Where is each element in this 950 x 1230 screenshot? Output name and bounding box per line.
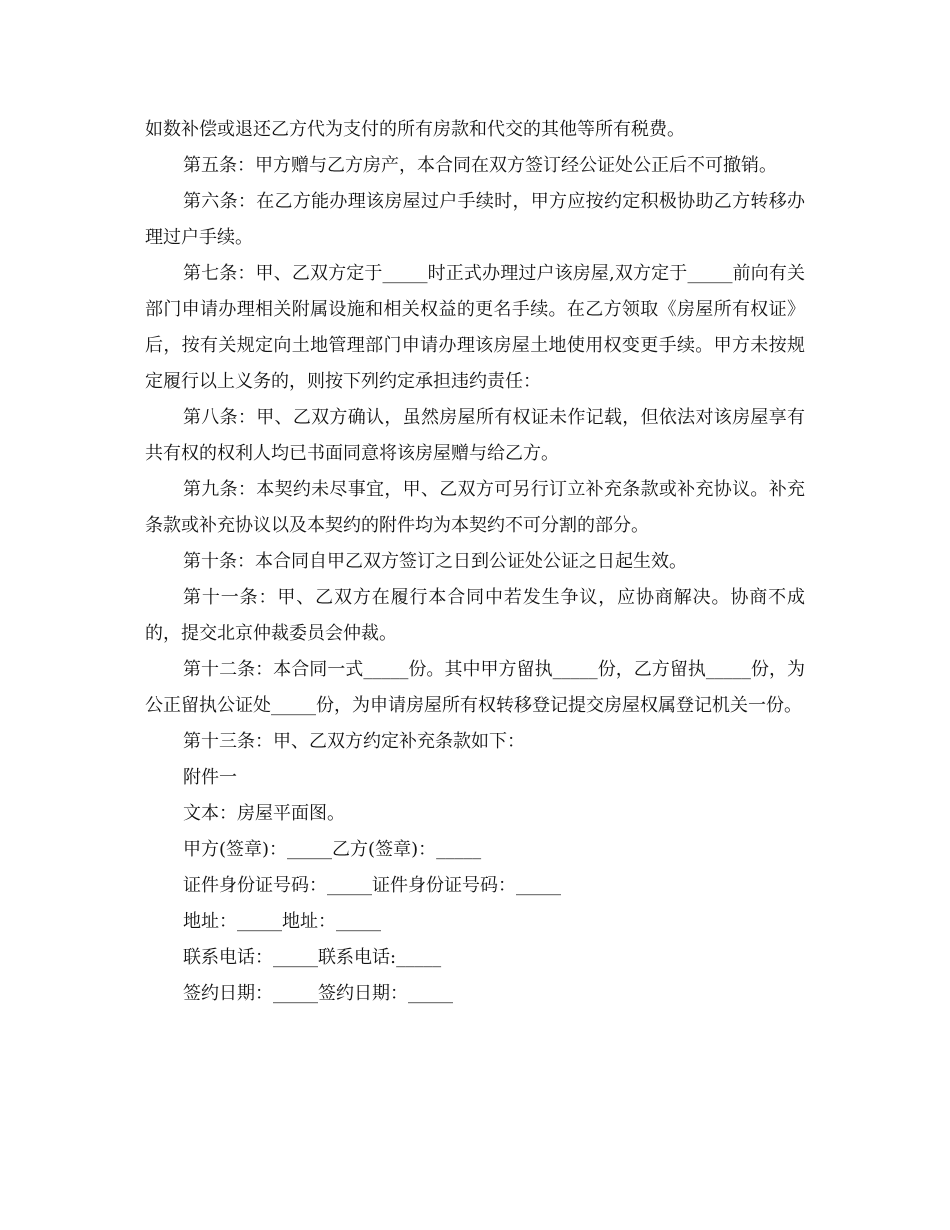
clause-8: 第八条：甲、乙双方确认，虽然房屋所有权证未作记载，但依法对该房屋享有共有权的权利人均已书面同意将该房屋赠与给乙方。 [145, 407, 805, 464]
clause-5: 第五条：甲方赠与乙方房产，本合同在双方签订经公证处公正后不可撤销。 [183, 155, 777, 176]
paragraph-continuation: 如数补偿或退还乙方代为支付的所有房款和代交的其他等所有税费。 [145, 119, 685, 140]
clause-6: 第六条：在乙方能办理该房屋过户手续时，甲方应按约定积极协助乙方转移办理过户手续。 [145, 191, 805, 248]
attachment-text: 文本：房屋平面图。 [183, 803, 345, 824]
address-line: 地址：_____地址：_____ [183, 911, 381, 932]
clause-10: 第十条：本合同自甲乙双方签订之日到公证处公证之日起生效。 [183, 551, 687, 572]
document-body [145, 112, 805, 1012]
signing-date-line: 签约日期：_____签约日期：_____ [183, 983, 453, 1004]
clause-13: 第十三条：甲、乙双方约定补充条款如下： [183, 731, 525, 752]
clause-9: 第九条：本契约未尽事宜，甲、乙双方可另行订立补充条款或补充协议。补充条款或补充协议以及本契约的附件均为本契约不可分割的部分。 [145, 479, 805, 536]
signature-line: 甲方(签章)：_____乙方(签章)：_____ [183, 839, 482, 860]
clause-11: 第十一条：甲、乙双方在履行本合同中若发生争议，应协商解决。协商不成的，提交北京仲裁委员会仲裁。 [145, 587, 805, 644]
id-number-line: 证件身份证号码：_____证件身份证号码：_____ [183, 875, 561, 896]
phone-line: 联系电话：_____联系电话:_____ [183, 947, 442, 968]
clause-7: 第七条：甲、乙双方定于_____时正式办理过户该房屋,双方定于_____前向有关部门申请办理相关附属设施和相关权益的更名手续。在乙方领取《房屋所有权证》后，按有关规定向土地管理部门申请办理该房屋土地使用权变更手续。甲方未按规定履行以上义务的，则按下列约定承担违约责任： [145, 263, 805, 392]
attachment-heading: 附件一 [183, 767, 237, 788]
clause-12: 第十二条：本合同一式_____份。其中甲方留执_____份，乙方留执_____份，为公正留执公证处_____份，为申请房屋所有权转移登记提交房屋权属登记机关一份。 [145, 659, 805, 716]
